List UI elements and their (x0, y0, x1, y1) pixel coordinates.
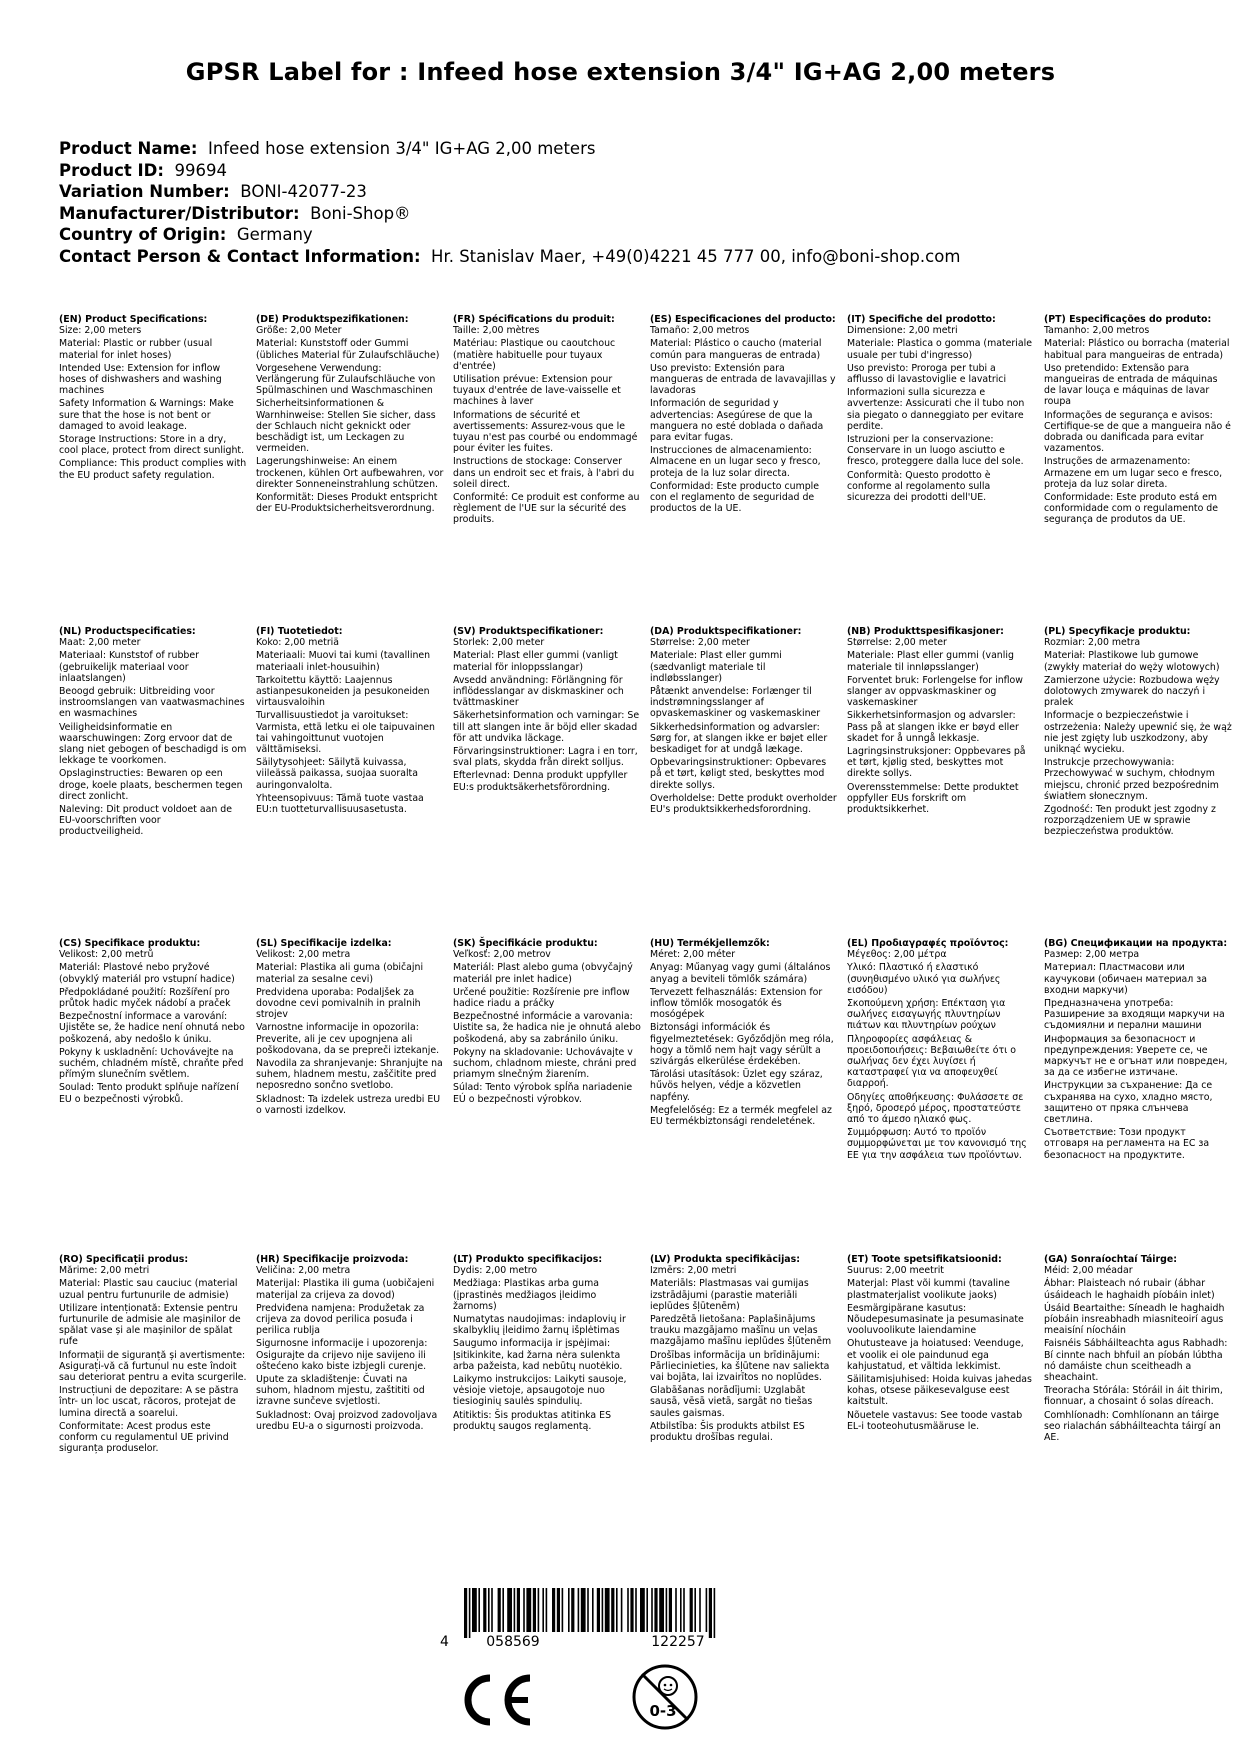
barcode-bar (546, 1588, 548, 1632)
spec-line: Tamanho: 2,00 metros (1044, 325, 1150, 337)
spec-line: Comhlíonadh: Comhlíonann an táirge seo rialachán sábháilteachta táirgí an AE. (1044, 1409, 1221, 1444)
spec-block (256, 314, 444, 516)
barcode-bar (680, 1588, 682, 1632)
spec-line: Treoracha Stórála: Stóráil in áit thirim, fionnuar, a chosaint ó solas díreach. (1044, 1385, 1223, 1408)
spec-heading: (NB) Produkttspesifikasjoner: (847, 626, 1004, 637)
spec-line: Dimensione: 2,00 metri (847, 325, 958, 337)
spec-line: Předpokládané použití: Rozšíření pro průtok hadic myček nádobí a praček (59, 986, 231, 1010)
spec-line: Lagerungshinweise: An einem trockenen, kühlen Ort aufbewahren, vor direkter Sonneneinstrahlung schützen. (256, 456, 444, 490)
barcode-bar (659, 1588, 664, 1632)
spec-block (847, 938, 1035, 1163)
product-id-row (59, 160, 1199, 182)
barcode-bar (491, 1588, 493, 1632)
spec-line: Avsedd användning: Förlängning för inflödesslangar av diskmaskiner och tvättmaskiner (453, 674, 624, 709)
spec-line: Izmērs: 2,00 metri (650, 1265, 737, 1277)
barcode-digit: 4 (440, 1634, 449, 1650)
spec-line: Overholdelse: Dette produkt overholder EU's produktsikkerhedsforordning. (650, 792, 837, 816)
spec-line: Dydis: 2,00 metro (453, 1265, 538, 1277)
spec-heading: (GA) Sonraíochtaí Táirge: (1044, 1254, 1177, 1265)
spec-line: Súlad: Tento výrobok spĺňa nariadenie EÚ o bezpečnosti výrobkov. (453, 1082, 633, 1105)
barcode-bar (646, 1588, 648, 1632)
spec-heading: (EL) Προδιαγραφές προϊόντος: (847, 938, 1009, 949)
spec-line: Lagringsinstruksjoner: Oppbevares på et tørt, kjølig sted, beskyttes mot direkte sollys. (847, 746, 1026, 780)
spec-block (256, 938, 444, 1118)
spec-heading: (SL) Specifikacije izdelka: (256, 938, 392, 949)
spec-line: Instrukcje przechowywania: Przechowywać w suchym, chłodnym miejscu, chronić przed bezpośrednim światłem słonecznym. (1044, 757, 1219, 802)
spec-line: Compliance: This product complies with the EU product safety regulation. (59, 458, 247, 481)
barcode-bar (557, 1588, 560, 1632)
spec-line: Saugumo informacija ir įspėjimai: Įsitikinkite, kad žarna nėra sulenkta arba pažeista, kad nebūtų nuotėkio. (453, 1338, 623, 1372)
spec-line: Konformität: Dieses Produkt entspricht der EU-Produktsicherheitsverordnung. (256, 492, 438, 515)
spec-heading: (SV) Produktspecifikationer: (453, 626, 604, 637)
spec-line: Velikost: 2,00 metra (256, 949, 351, 961)
barcode-bar (597, 1588, 600, 1632)
info-label: Variation Number: (59, 182, 230, 201)
age-range-label: 0-3 (649, 1702, 677, 1720)
spec-line: Atitiktis: Šis produktas atitinka ES produktų saugos reglamentą. (453, 1409, 612, 1432)
info-label: Product Name: (59, 139, 198, 158)
spec-heading: (RO) Specificații produs: (59, 1254, 189, 1265)
spec-line: Maat: 2,00 meter (59, 637, 141, 649)
barcode-bar (571, 1588, 574, 1632)
spec-line: Určené použitie: Rozšírenie pre inflow hadice riadu a práčky (453, 986, 630, 1010)
spec-line: Storlek: 2,00 meter (453, 637, 545, 649)
spec-line: Faisnéis Sábháilteachta agus Rabhadh: Bí cinnte nach bhfuil an píobán lúbtha nó damáiste chun sceitheadh a sheachaint. (1044, 1338, 1228, 1384)
spec-line: Opbevaringsinstruktioner: Opbevares på et tørt, køligt sted, beskyttes mod direkte sollys. (650, 757, 827, 791)
spec-line: Zamierzone użycie: Rozbudowa węży dolotowych zmywarek do naczyń i pralek (1044, 674, 1220, 709)
spec-line: Material: Plastic or rubber (usual material for inlet hoses) (59, 338, 213, 361)
spec-line: Biztonsági információk és figyelmeztetések: Győződjön meg róla, hogy a tömlő nem hajt vagy sérült a szivárgás elkerülése érdekében. (650, 1022, 834, 1068)
spec-line: Pokyny na skladovanie: Uchovávajte v suchom, chladnom mieste, chráni pred priamym slnečným žiarením. (453, 1046, 637, 1081)
spec-line: Safety Information & Warnings: Make sure that the hose is not bent or damaged to avoid leakage. (59, 398, 234, 432)
spec-line: Materiaali: Muovi tai kumi (tavallinen materiaali inlet-housuihin) (256, 650, 431, 673)
spec-line: Informations de sécurité et avertissements: Assurez-vous que le tuyau n'est pas courbé ou endommagé pour éviter les fuites. (453, 409, 638, 455)
barcode-bar (675, 1588, 677, 1632)
ean-barcode (440, 1588, 750, 1654)
label-title: GPSR Label for : Infeed hose extension 3/4" IG+AG 2,00 meters (185, 58, 1056, 86)
spec-heading: (HR) Specifikacije proizvoda: (256, 1254, 409, 1265)
spec-line: Materiaal: Kunststof of rubber (gebruikelijk materiaal voor inlaatslangen) (59, 650, 200, 684)
barcode-bar (709, 1588, 712, 1638)
product-name-row (59, 138, 1199, 160)
barcode-bar (621, 1588, 623, 1632)
spec-block (847, 1254, 1035, 1434)
spec-line: Paredzētā lietošana: Paplašinājums trauku mazgājamo mašīnu un veļas mazgājamo mašīnu ieplūdes šļūtenēm (650, 1314, 832, 1348)
spec-line: Megfelelőség: Ez a termék megfelel az EU termékbiztonsági rendeletének. (650, 1104, 832, 1128)
spec-line: Uso pretendido: Extensão para mangueiras de entrada de máquinas de lavar louça e máquinas de lavar roupa (1044, 362, 1218, 408)
barcode-bar (552, 1588, 555, 1632)
spec-line: Materiał: Plastikowe lub gumowe (zwykły materiał do węży wlotowych) (1044, 650, 1220, 673)
info-value: 99694 (174, 160, 227, 180)
spec-line: Forventet bruk: Forlengelse for inflow slanger av oppvaskmaskiner og vaskemaskiner (847, 674, 1023, 709)
spec-block (256, 1254, 444, 1434)
spec-line: Sukladnost: Ovaj proizvod zadovoljava uredbu EU-a o sigurnosti proizvoda. (256, 1409, 438, 1432)
barcode-bar (611, 1588, 614, 1632)
spec-line: Medžiaga: Plastikas arba guma (įprastinės medžiagos įleidimo žarnoms) (453, 1278, 599, 1312)
spec-line: Varnostne informacije in opozorila: Preverite, ali je cev upognjena ali poškodovana, da se prepreči iztekanje. (256, 1022, 440, 1056)
spec-heading: (PL) Specyfikacje produktu: (1044, 626, 1191, 637)
info-label: Country of Origin: (59, 225, 227, 244)
spec-line: Ábhar: Plaisteach nó rubair (ábhar úsáideach le haghaidh píobáin inlet) (1044, 1278, 1215, 1301)
spec-line: Material: Kunststoff oder Gummi (übliches Material für Zulaufschläuche) (256, 338, 440, 361)
info-value: Germany (236, 225, 313, 244)
spec-line: Efterlevnad: Denna produkt uppfyller EU:s produktsäkerhetsförordning. (453, 770, 628, 793)
spec-block (59, 314, 247, 483)
spec-line: Glabāšanas norādījumi: Uzglabāt sausā, vēsā vietā, sargāt no tiešas saules gaismas. (650, 1385, 813, 1419)
spec-line: Инструкции за съхранение: Да се съхранява на сухо, хладно място, защитено от пряка слънчева светлина. (1044, 1080, 1213, 1126)
spec-heading: (FR) Spécifications du produit: (453, 314, 615, 325)
barcode-bar (526, 1588, 531, 1632)
spec-line: Οδηγίες αποθήκευσης: Φυλάσσετε σε ξηρό, δροσερό μέρος, προστατεύστε από το άμεσο ηλιακό φως. (847, 1091, 1024, 1126)
spec-line: Velikost: 2,00 metrů (59, 949, 154, 961)
spec-line: Informações de segurança e avisos: Certifique-se de que a mangueira não é dobrada ou danificada para evitar vazamentos. (1044, 409, 1231, 455)
spec-heading: (ET) Toote spetsifikatsioonid: (847, 1254, 1002, 1265)
spec-block (847, 626, 1035, 817)
barcode-bar (478, 1588, 480, 1632)
spec-line: Sicherheitsinformationen & Warnhinweise: Stellen Sie sicher, dass der Schlauch nicht geknickt oder beschädigt ist, um Leckagen zu vermeiden. (256, 398, 436, 455)
spec-block (1044, 938, 1232, 1163)
spec-line: Materiāls: Plastmasas vai gumijas izstrādājumi (parastie materiāli ieplūdes šļūtenēm) (650, 1278, 809, 1312)
spec-line: Veľkosť: 2,00 metrov (453, 949, 551, 961)
barcode-bar (578, 1588, 580, 1632)
spec-line: Upute za skladištenje: Čuvati na suhom, hladnom mjestu, zaštititi od izravne sunčeve svjetlosti. (256, 1374, 425, 1408)
spec-line: Yhteensopivuus: Tämä tuote vastaa EU:n tuotteturvallisuusasetusta. (256, 792, 424, 816)
spec-line: Säilytysohjeet: Säilytä kuivassa, viileässä paikassa, suojaa suoralta auringonvalolta. (256, 757, 418, 791)
spec-heading: (SK) Špecifikácie produktu: (453, 938, 598, 949)
spec-line: Bezpečnostné informácie a varovania: Uistite sa, že hadica nie je ohnutá alebo poškodená, aby sa zabránilo úniku. (453, 1011, 641, 1045)
barcode-bar (592, 1588, 594, 1632)
spec-line: Overensstemmelse: Dette produktet oppfyller EUs forskrift om produktsikkerhet. (847, 781, 1019, 816)
spec-line: Soulad: Tento produkt splňuje nařízení EU o bezpečnosti výrobků. (59, 1082, 239, 1105)
info-label: Contact Person & Contact Information: (59, 246, 421, 266)
spec-line: Intended Use: Extension for inflow hoses of dishwashers and washing machines (59, 362, 222, 397)
spec-line: Instrucciones de almacenamiento: Almacene en un lugar seco y fresco, proteja de la luz solar directa. (650, 445, 821, 479)
barcode-bar (683, 1588, 685, 1632)
spec-line: Utilisation prévue: Extension pour tuyaux d'entrée de lave-vaisselle et machines à laver (453, 374, 621, 408)
spec-line: Predvidena uporaba: Podaljšek za dovodne cevi pomivalnih in pralnih strojev (256, 986, 421, 1021)
barcode-bar (483, 1588, 486, 1632)
spec-heading: (DA) Produktspecifikationer: (650, 626, 802, 637)
spec-line: Material: Plastic sau cauciuc (material uzual pentru furtunurile de admisie) (59, 1278, 238, 1301)
barcode-bar (669, 1588, 672, 1632)
barcode-bar (635, 1588, 637, 1632)
spec-line: Tarkoitettu käyttö: Laajennus astianpesukoneiden ja pesukoneiden virtausvaloihin (256, 674, 430, 709)
spec-line: Rozmiar: 2,00 metra (1044, 637, 1141, 649)
barcode-bar (714, 1588, 716, 1638)
spec-line: Taille: 2,00 mètres (453, 325, 540, 337)
spec-block (650, 314, 838, 516)
info-label: Manufacturer/Distributor: (59, 203, 300, 223)
variation-number-row (59, 181, 1199, 203)
barcode-bar (630, 1588, 633, 1632)
info-label: Product ID: (59, 160, 164, 180)
spec-line: Sikkerhetsinformasjon og advarsler: Pass på at slangen ikke er bøyd eller skadet for å unngå lekkasje. (847, 710, 1019, 744)
barcode-bar (627, 1588, 629, 1632)
spec-heading: (LT) Produkto specifikacijos: (453, 1254, 603, 1265)
spec-line: Conformité: Ce produit est conforme au règlement de l'UE sur la sécurité des produits. (453, 492, 640, 526)
spec-line: Förvaringsinstruktioner: Lagra i en torr, sval plats, skydda från direkt solljus. (453, 746, 638, 769)
spec-line: Naleving: Dit product voldoet aan de EU-voorschriften voor productveiligheid. (59, 804, 232, 838)
spec-line: Съответствие: Този продукт отговаря на регламента на ЕС за безопасност на продуктите. (1044, 1127, 1210, 1161)
spec-heading: (CS) Specifikace produktu: (59, 938, 201, 949)
spec-line: Storage Instructions: Store in a dry, cool place, protect from direct sunlight. (59, 434, 245, 457)
spec-line: Predviđena namjena: Produžetak za crijeva za dovod perilica posuđa i perilica rublja (256, 1302, 425, 1337)
spec-line: Materiál: Plastové nebo pryžové (obvyklý materiál pro vstupní hadice) (59, 962, 235, 985)
barcode-bar (587, 1588, 589, 1632)
spec-line: Tamaño: 2,00 metros (650, 325, 750, 337)
spec-line: Navodila za shranjevanje: Shranjujte na suhem, hladnem mestu, zaščitite pred neposredno sončno svetlobo. (256, 1058, 443, 1092)
country-row (59, 224, 1199, 246)
product-info (59, 138, 1199, 267)
barcode-bar (666, 1588, 668, 1632)
spec-line: Beoogd gebruik: Uitbreiding voor instroomslangen van vaatwasmachines en wasmachines (59, 686, 245, 720)
spec-block (256, 626, 444, 817)
spec-block (1044, 626, 1232, 840)
barcode-bar (562, 1588, 564, 1632)
spec-line: Размер: 2,00 метра (1044, 949, 1140, 961)
barcode-bar (514, 1588, 516, 1632)
spec-line: Drošības informācija un brīdinājumi: Pārliecinieties, ka šļūtene nav saliekta vai bojāta, lai izvairītos no noplūdes. (650, 1349, 830, 1384)
not-for-children-0-3-icon (630, 1662, 700, 1732)
barcode-bar (533, 1588, 536, 1632)
barcode-bar (542, 1588, 544, 1632)
spec-line: Vorgesehene Verwendung: Verlängerung für Zulaufschläuche von Spülmaschinen und Waschmaschinen (256, 362, 436, 397)
spec-block (59, 626, 247, 840)
spec-line: Información de seguridad y advertencias: Asegúrese de que la manguera no esté doblada o dañada para evitar fugas. (650, 398, 824, 444)
barcode-bar (581, 1588, 586, 1632)
spec-line: Conformidad: Este producto cumple con el reglamento de seguridad de productos de la UE. (650, 480, 820, 515)
spec-line: Sigurnosne informacije i upozorenja: Osigurajte da crijevo nije savijeno ili oštećeno kako biste izbjegli curenje. (256, 1338, 428, 1372)
spec-line: Materiale: Plast eller gummi (vanlig materiale til innløpsslanger) (847, 650, 1014, 673)
spec-line: Nõuetele vastavus: See toode vastab EL-i tooteohutusmääruse le. (847, 1409, 1023, 1432)
spec-line: Informații de siguranță și avertismente: Asigurați-vă că furtunul nu este îndoit sau deteriorat pentru a evita scurgerile. (59, 1349, 247, 1384)
spec-line: Πληροφορίες ασφάλειας & προειδοποιήσεις: Βεβαιωθείτε ότι ο σωλήνας δεν έχει λυγίσει ή καταστραφεί για να αποφευχθεί διαρροή. (847, 1033, 1016, 1090)
barcode-bar (690, 1588, 693, 1632)
spec-heading: (PT) Especificações do produto: (1044, 314, 1212, 325)
spec-line: Matériau: Plastique ou caoutchouc (matière habituelle pour tuyaux d'entrée) (453, 338, 616, 372)
barcode-digit: 058569 (486, 1634, 540, 1650)
spec-heading: (BG) Спецификации на продукта: (1044, 938, 1228, 949)
spec-line: Информация за безопасност и предупреждения: Уверете се, че маркучът не е огънат или повреден, за да се избегне изтичане. (1044, 1033, 1228, 1079)
barcode-bar (616, 1588, 618, 1632)
spec-line: Utilizare intenționată: Extensie pentru furtunurile de admisie ale mașinilor de spălat vase și ale mașinilor de spălat rufe (59, 1302, 241, 1348)
spec-block (1044, 314, 1232, 528)
spec-line: Størrelse: 2,00 meter (847, 637, 947, 649)
spec-line: Pokyny k uskladnění: Uchovávejte na suchém, chladném místě, chraňte před přímým slunečním světlem. (59, 1046, 244, 1081)
spec-line: Turvallisuustiedot ja varoitukset: Varmista, että letku ei ole taipuvainen tai vahingoittunut vuotojen välttämiseksi. (256, 710, 435, 756)
spec-line: Säkerhetsinformation och varningar: Se till att slangen inte är böjd eller skadad för att undvika läckage. (453, 710, 640, 744)
spec-line: Συμμόρφωση: Αυτό το προϊόν συμμορφώνεται με τον κανονισμό της ΕΕ για την ασφάλεια των προϊόντων. (847, 1127, 1027, 1161)
barcode-bar (523, 1588, 525, 1632)
spec-heading: (DE) Produktspezifikationen: (256, 314, 409, 325)
barcode-bar (694, 1588, 696, 1632)
barcode-bar (602, 1588, 604, 1632)
spec-block (847, 314, 1035, 505)
spec-block (453, 626, 641, 795)
spec-heading: (IT) Specifiche del prodotto: (847, 314, 996, 325)
spec-line: Предназначена употреба: Разширение за входящи маркучи на съдомиялни и перални машини (1044, 998, 1225, 1032)
spec-line: Eesmärgipärane kasutus: Nõudepesumasinate ja pesumasinate vooluvoolikute laiendamine (847, 1302, 1024, 1337)
spec-line: Mărime: 2,00 metri (59, 1265, 150, 1277)
spec-line: Материал: Пластмасови или каучукови (обичаен материал за входни маркучи) (1044, 962, 1208, 996)
spec-block (59, 938, 247, 1107)
spec-line: Material: Plast eller gummi (vanligt material för inloppsslangar) (453, 650, 618, 673)
spec-line: Σκοπούμενη χρήση: Επέκταση για σωλήνες εισαγωγής πλυντηρίων πιάτων και πλυντηρίων ρούχων (847, 998, 1006, 1032)
spec-line: Zgodność: Ten produkt jest zgodny z rozporządzeniem UE w sprawie bezpieczeństwa produktów. (1044, 804, 1216, 838)
spec-line: Size: 2,00 meters (59, 325, 142, 337)
barcode-bar (517, 1588, 520, 1632)
spec-line: Informazioni sulla sicurezza e avvertenze: Assicurati che il tubo non sia piegato o danneggiato per evitare perdite. (847, 387, 1025, 432)
spec-line: Tervezett felhasználás: Extension for inflow tömlők mosogatók és mosógépek (650, 986, 823, 1021)
spec-heading: (NL) Productspecificaties: (59, 626, 196, 637)
barcode-bar (706, 1588, 708, 1632)
spec-line: Materijal: Plastika ili guma (uobičajeni materijal za crijeva za dovod) (256, 1278, 435, 1301)
spec-block (650, 626, 838, 817)
manufacturer-row (59, 203, 1199, 225)
spec-line: Material: Plástico ou borracha (material habitual para mangueiras de entrada) (1044, 338, 1230, 361)
spec-line: Material: Plástico o caucho (material común para mangueras de entrada) (650, 338, 822, 361)
barcode-bar (502, 1588, 504, 1632)
barcode-bar (538, 1588, 540, 1632)
ce-mark-icon (456, 1672, 536, 1728)
spec-line: Material: Plastika ali guma (običajni material za sesalne cevi) (256, 962, 424, 985)
spec-line: Veličina: 2,00 metra (256, 1265, 351, 1277)
spec-line: Säilitamisjuhised: Hoida kuivas jahedas kohas, otsese päikesevalguse eest kaitstult. (847, 1374, 1032, 1408)
spec-line: Instruções de armazenamento: Armazene em um lugar seco e fresco, proteja da luz solar direta. (1044, 456, 1223, 490)
spec-heading: (EN) Product Specifications: (59, 314, 208, 325)
spec-line: Uso previsto: Proroga per tubi a afflusso di lavastoviglie e lavatrici (847, 362, 1007, 386)
spec-line: Skladnost: Ta izdelek ustreza uredbi EU o varnosti izdelkov. (256, 1093, 441, 1116)
spec-line: Materiale: Plastica o gomma (materiale usuale per tubi d'ingresso) (847, 338, 1032, 361)
spec-block (453, 938, 641, 1107)
spec-line: Méid: 2,00 méadar (1044, 1265, 1133, 1277)
spec-line: Koko: 2,00 metriä (256, 637, 340, 649)
barcode-bar (464, 1588, 467, 1638)
barcode-bar (469, 1588, 471, 1638)
spec-line: Méret: 2,00 méter (650, 949, 736, 961)
barcode-bar (651, 1588, 653, 1632)
spec-line: Opslaginstructies: Bewaren op een droge, koele plaats, beschermen tegen direct zonlicht. (59, 768, 243, 802)
barcode-bar (507, 1588, 512, 1632)
spec-line: Anyag: Műanyag vagy gumi (általános anyag a beviteli tömlők számára) (650, 962, 831, 985)
spec-line: Úsáid Beartaithe: Síneadh le haghaidh píobáin insreabhadh miasniteoirí agus meaisíní níocháin (1044, 1302, 1225, 1337)
spec-line: Größe: 2,00 Meter (256, 325, 342, 337)
barcode-bars (464, 1588, 715, 1638)
info-value: Boni-Shop® (310, 203, 411, 223)
barcode-bar (498, 1588, 501, 1632)
barcode-bar (488, 1588, 490, 1632)
info-value: Infeed hose extension 3/4" IG+AG 2,00 meters (207, 139, 596, 158)
spec-line: Ohutusteave ja hoiatused: Veenduge, et voolik ei ole paindunud ega kahjustatud, et vältida lekkimist. (847, 1338, 1024, 1372)
spec-line: Atbilstība: Šis produkts atbilst ES produktu drošības regulai. (650, 1420, 805, 1444)
spec-line: Suurus: 2,00 meetrit (847, 1265, 944, 1277)
spec-heading: (ES) Especificaciones del producto: (650, 314, 836, 325)
spec-line: Bezpečnostní informace a varování: Ujistěte se, že hadice není ohnutá nebo poškozená, aby nedošlo k úniku. (59, 1011, 245, 1045)
spec-line: Påtænkt anvendelse: Forlænger til indstrømningsslanger af opvaskemaskiner og vaskemaskiner (650, 686, 821, 720)
spec-line: Tárolási utasítások: Üzlet egy száraz, hűvös helyen, védje a közvetlen napfény. (650, 1069, 823, 1103)
spec-block (453, 1254, 641, 1434)
barcode-bar (640, 1588, 645, 1632)
spec-line: Uso previsto: Extensión para mangueras de entrada de lavavajillas y lavadoras (650, 362, 836, 397)
contact-row (59, 246, 1199, 268)
spec-block (453, 314, 641, 528)
spec-line: Materjal: Plast või kummi (tavaline plastmaterjalist voolikute jaoks) (847, 1278, 1010, 1301)
spec-line: Veiligheidsinformatie en waarschuwingen: Zorg ervoor dat de slang niet gebogen of beschadigd is om lekkage te voorkomen. (59, 721, 247, 767)
spec-heading: (FI) Tuotetiedot: (256, 626, 343, 637)
info-value: BONI-42077-23 (240, 182, 367, 201)
spec-line: Instrucțiuni de depozitare: A se păstra într- un loc uscat, răcoros, protejat de lumina directă a soarelui. (59, 1385, 239, 1419)
spec-block (59, 1254, 247, 1456)
spec-line: Conformidade: Este produto está em conformidade com o regulamento de segurança de produtos da UE. (1044, 492, 1219, 526)
info-value: Hr. Stanislav Maer, +49(0)4221 45 777 00, info@boni-shop.com (431, 246, 961, 266)
spec-block (650, 1254, 838, 1445)
spec-block (650, 938, 838, 1129)
barcode-bar (568, 1588, 570, 1632)
spec-line: Sikkerhedsinformation og advarsler: Sørg for, at slangen ikke er bøjet eller beskadiget for at undgå lækage. (650, 721, 828, 756)
spec-line: Størrelse: 2,00 meter (650, 637, 750, 649)
spec-block (1044, 1254, 1232, 1445)
barcode-bar (654, 1588, 657, 1632)
spec-line: Μέγεθος: 2,00 μέτρα (847, 949, 947, 961)
spec-line: Istruzioni per la conservazione: Conservare in un luogo asciutto e fresco, proteggere dalla luce del sole. (847, 434, 1024, 468)
spec-line: Materiál: Plast alebo guma (obvyčajný materiál pre inlet hadice) (453, 962, 633, 985)
spec-line: Conformità: Questo prodotto è conforme al regolamento sulla sicurezza dei prodotti dell'UE. (847, 469, 991, 504)
spec-line: Materiale: Plast eller gummi (sædvanligt materiale til indløbsslanger) (650, 650, 782, 684)
spec-heading: (HU) Termékjellemzők: (650, 938, 770, 949)
spec-line: Conformitate: Acest produs este conform cu regulamentul UE privind siguranța produselor. (59, 1420, 229, 1455)
spec-line: Υλικό: Πλαστικό ή ελαστικό (συνηθισμένο υλικό για σωλήνες εισόδου) (847, 962, 1001, 996)
spec-line: Numatytas naudojimas: indaplovių ir skalbyklių įleidimo žarnų išplėtimas (453, 1314, 626, 1337)
spec-heading: (LV) Produkta specifikācijas: (650, 1254, 800, 1265)
barcode-digit: 122257 (651, 1634, 705, 1650)
barcode-bar (699, 1588, 701, 1632)
spec-line: Instructions de stockage: Conserver dans un endroit sec et frais, à l'abri du soleil direct. (453, 456, 635, 490)
spec-line: Laikymo instrukcijos: Laikyti sausoje, vėsioje vietoje, apsaugotoje nuo tiesioginių saulės spindulių. (453, 1374, 627, 1408)
spec-line: Informacje o bezpieczeństwie i ostrzeżenia: Należy upewnić się, że wąż nie jest zgięty lub uszkodzony, aby uniknąć wycieku. (1044, 710, 1232, 756)
barcode-bar (605, 1588, 610, 1632)
barcode-bar (472, 1588, 477, 1632)
